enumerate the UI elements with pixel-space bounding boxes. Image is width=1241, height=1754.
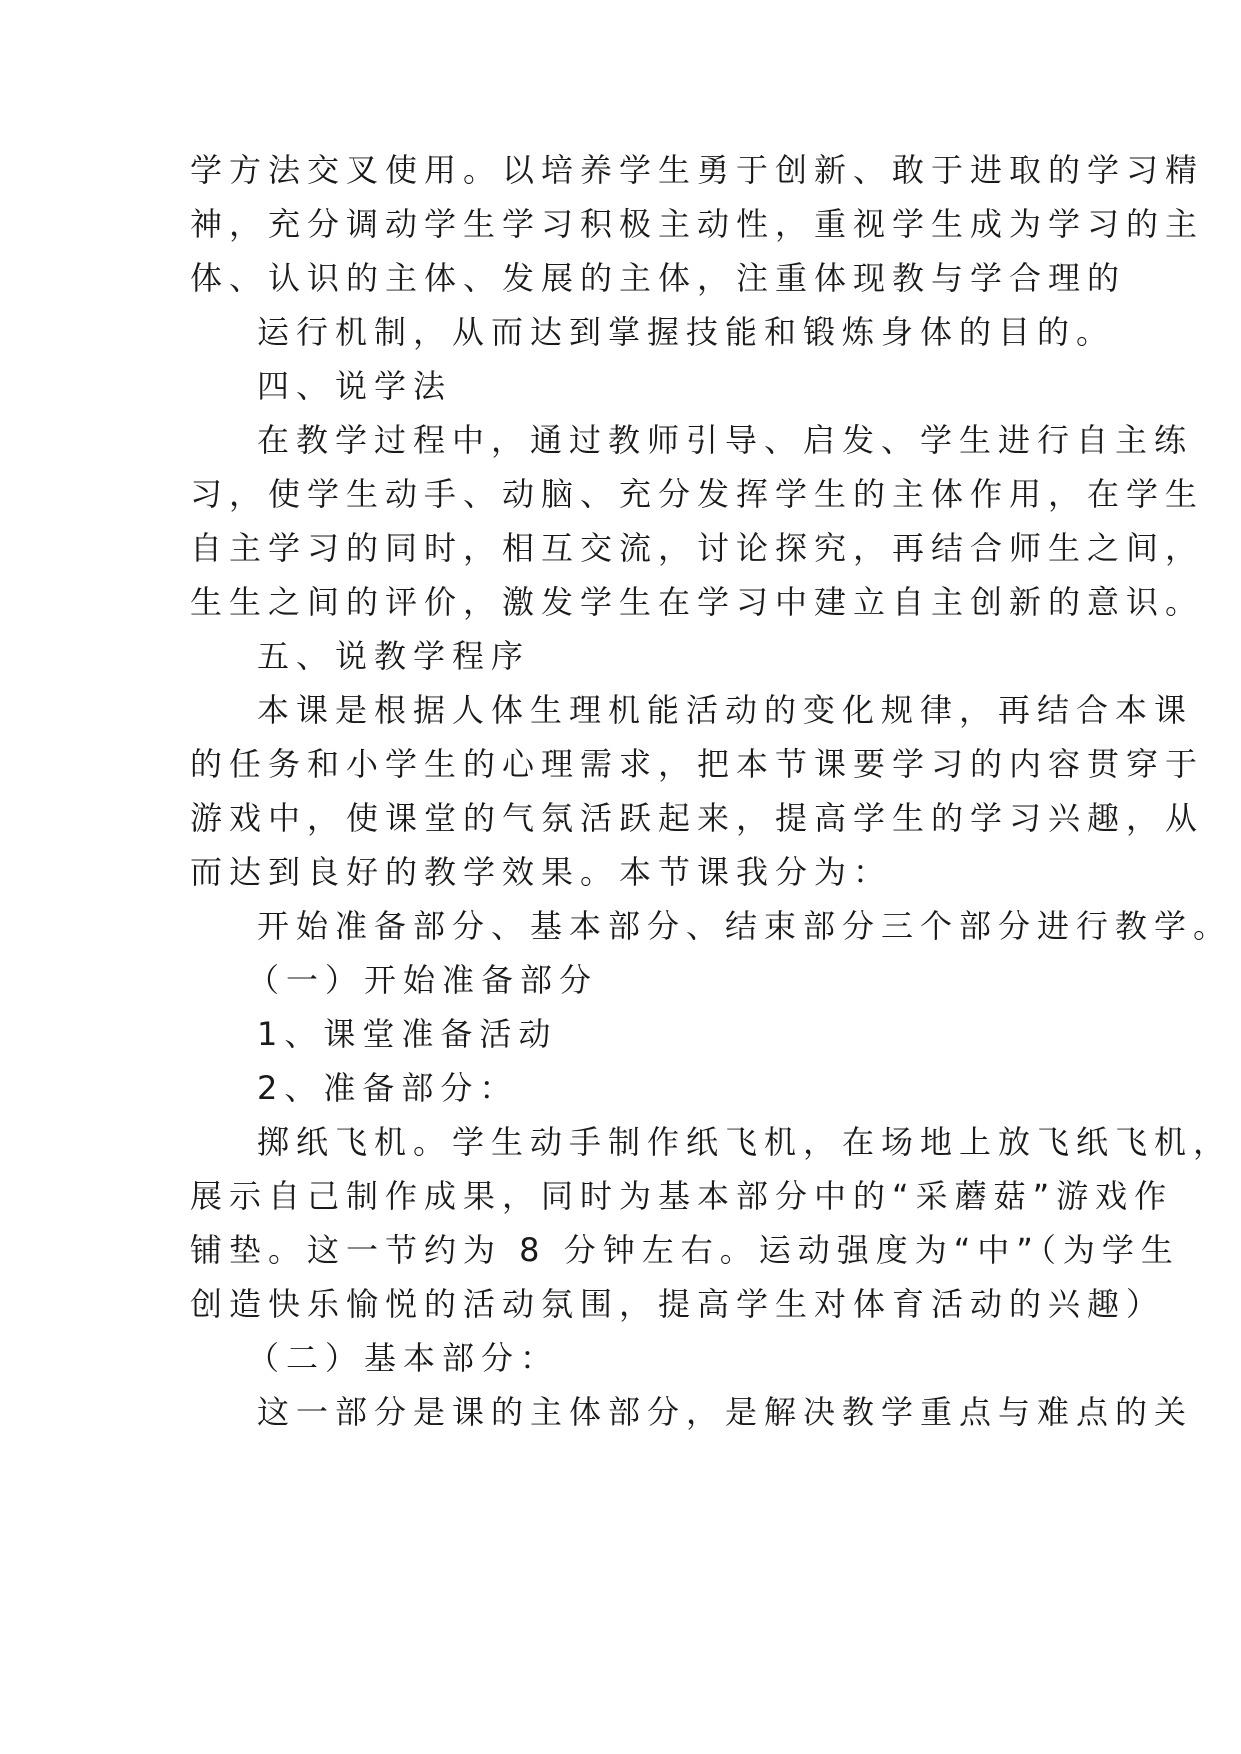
text-line: 铺垫。这一节约为 8 分钟左右。运动强度为“中”（为学生 [190, 1231, 1180, 1269]
text-line: 创造快乐愉悦的活动氛围，提高学生对体育活动的兴趣） [190, 1285, 1166, 1323]
text-line: 运行机制，从而达到掌握技能和锻炼身体的目的。 [257, 313, 1116, 351]
section-heading: 五、说教学程序 [257, 637, 531, 675]
text-line: 神，充分调动学生学习积极主动性，重视学生成为学习的主 [190, 205, 1205, 243]
section-heading: 四、说学法 [257, 367, 453, 405]
text-line: 习，使学生动手、动脑、充分发挥学生的主体作用，在学生 [190, 475, 1205, 513]
text-line: 生生之间的评价，激发学生在学习中建立自主创新的意识。 [190, 583, 1205, 621]
text-line: 自主学习的同时，相互交流，讨论探究，再结合师生之间， [190, 529, 1205, 567]
paragraph-line: 开始准备部分、基本部分、结束部分三个部分进行教学。 [257, 907, 1233, 945]
text-line: 游戏中，使课堂的气氛活跃起来，提高学生的学习兴趣，从 [190, 799, 1205, 837]
subsection-heading: （一）开始准备部分 [247, 961, 599, 999]
paragraph-first-line: 在教学过程中，通过教师引导、启发、学生进行自主练 [257, 421, 1194, 459]
text-line: 体、认识的主体、发展的主体，注重体现教与学合理的 [190, 259, 1127, 297]
text-line: 学方法交叉使用。以培养学生勇于创新、敢于进取的学习精 [190, 151, 1205, 189]
paragraph-first-line: 这一部分是课的主体部分，是解决教学重点与难点的关 [257, 1393, 1194, 1431]
list-item: 2、准备部分： [257, 1069, 519, 1107]
list-item: 1、课堂准备活动 [257, 1015, 558, 1053]
paragraph-first-line: 掷纸飞机。学生动手制作纸飞机，在场地上放飞纸飞机， [257, 1123, 1233, 1161]
paragraph-first-line: 本课是根据人体生理机能活动的变化规律，再结合本课 [257, 691, 1194, 729]
text-line: 的任务和小学生的心理需求，把本节课要学习的内容贯穿于 [190, 745, 1205, 783]
text-line: 而达到良好的教学效果。本节课我分为： [190, 853, 893, 891]
text-line: 展示自己制作成果，同时为基本部分中的“采蘑菇”游戏作 [190, 1177, 1174, 1215]
subsection-heading: （二）基本部分： [247, 1339, 560, 1377]
